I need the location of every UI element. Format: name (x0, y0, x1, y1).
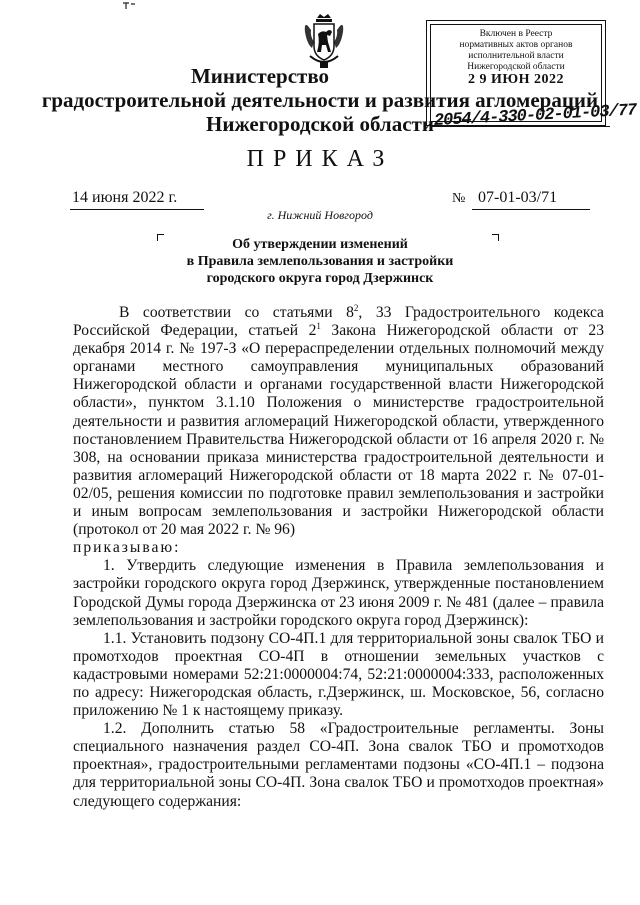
registration-number: 2054/4-330-02-01-03/77 (433, 101, 637, 131)
preamble-text: , 33 Градостроительного кодекса Российской Федерации, статьей 2 (73, 304, 604, 340)
preamble-paragraph (73, 304, 604, 539)
superscript: 2 (353, 302, 359, 313)
stamp-date: 2 9 ИЮН 2022 (467, 72, 565, 87)
stamp-line: исполнительной власти (468, 51, 564, 61)
order-title (150, 236, 490, 287)
stamp-line: Включен в Реестр (479, 29, 553, 39)
order-number: 07-01-03/71 (478, 189, 558, 206)
scan-mark (122, 2, 136, 10)
clause-1: 1. Утвердить следующие изменения в Правила землепользования и застройки городского округа город Дзержинск, утвержденные постановлением Городской Думы города Дзержинска от 23 июня 2009 г. № 481 (далее – правила землепользования и застройки городского округа город Дзержинск): (73, 557, 604, 629)
stamp-line: нормативных актов органов (459, 40, 573, 50)
document-type-heading: ПРИКАЗ (246, 146, 394, 172)
ministry-name-line2: градостроительной деятельности и развития агломераций (41, 88, 599, 112)
superscript: 1 (316, 320, 321, 331)
number-sign: № (452, 191, 466, 206)
clause-1-1: 1.1. Установить подзону СО-4П.1 для территориальной зоны свалок ТБО и промотходов проектная СО-4П в отношении земельных участков с кадастровыми номерами 52:21:0000004:74, 52:21:0000004:333, расположенных по адресу: Нижегородская область, г.Дзержинск, ш. Московское, 56, согласно приложению № 1 к настоящему приказу. (73, 629, 604, 720)
city-name: г. Нижний Новгород (267, 208, 373, 222)
order-directive: приказываю: (73, 539, 181, 557)
preamble-text: В соответствии со статьями 8 (119, 304, 354, 321)
clause-1-2: 1.2. Дополнить статью 58 «Градостроительные регламенты. Зоны специального назначения раздел СО-4П. Зона свалок ТБО и промотходов проектная», градостроительными регламентами подзоны «СО-4П.1 – подзона для территориальной зоны СО-4П. Зона свалок ТБО и промотходов проектная» следующего содержания: (73, 720, 604, 810)
ministry-name-line1: Министерство (190, 64, 330, 88)
coat-of-arms-emblem-icon (302, 12, 346, 70)
stamp-line: Нижегородской области (467, 62, 565, 72)
title-corner-right (492, 234, 499, 241)
title-line: городского округа город Дзержинск (206, 271, 434, 286)
order-body (73, 304, 604, 811)
registration-underline (430, 126, 610, 127)
title-line: Об утверждении изменений (232, 237, 408, 252)
preamble-text: Закона Нижегородской области от 23 декабря 2014 г. № 197-З «О перераспределении отдельных полномочий между органами местного самоуправления муниципальных образований Нижегородской области и органами государственной власти Нижегородской области», пунктом 3.1.10 Положения о министерстве градостроительной деятельности и развития агломераций Нижегородской области, утвержденного постановлением Правительства Нижегородской области от 16 апреля 2020 г. № 308, на основании приказа министерства градостроительной деятельности и развития агломераций Нижегородской области от 18 марта 2022 г. № 07-01-02/05, решения комиссии по подготовке правил землепользования и застройки и иным вопросам землепользования и застройки Нижегородской области (протокол от 20 мая 2022 г. № 96) (73, 322, 604, 539)
title-line: в Правила землепользования и застройки (186, 254, 454, 269)
order-date: 14 июня 2022 г. (72, 189, 178, 206)
ministry-name-line3: Нижегородской области (206, 112, 434, 136)
